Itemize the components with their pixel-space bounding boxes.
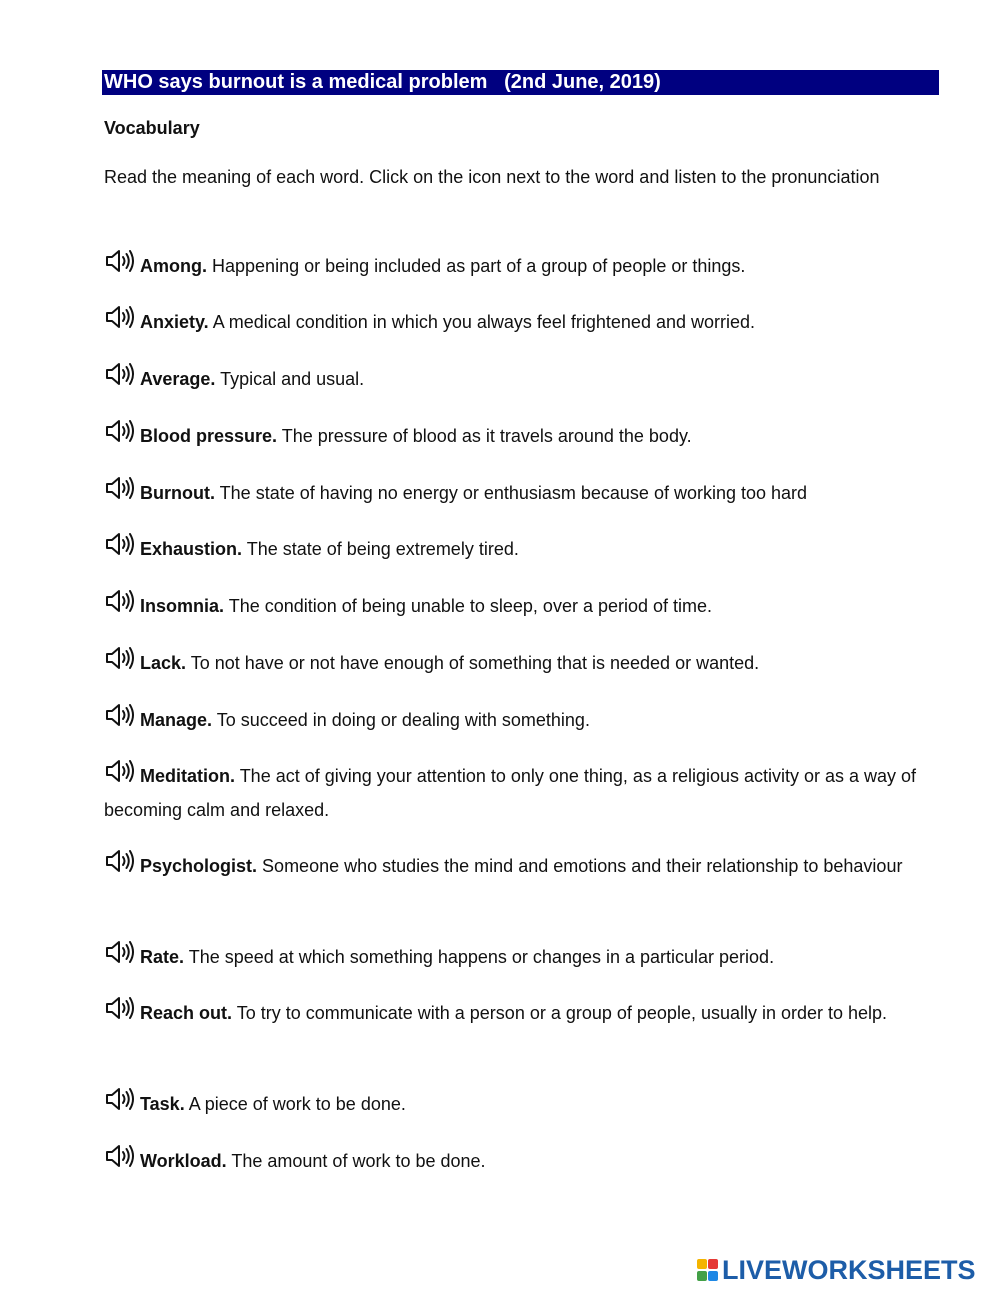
vocab-definition: To not have or not have enough of something that is needed or wanted. xyxy=(190,653,760,673)
vocab-item xyxy=(104,361,934,396)
vocab-word: Meditation. xyxy=(140,766,235,786)
speaker-volume-icon[interactable] xyxy=(104,702,136,728)
vocab-word: Workload. xyxy=(140,1151,227,1171)
vocab-word: Psychologist. xyxy=(140,856,258,876)
vocab-definition: Typical and usual. xyxy=(220,369,365,389)
vocab-word: Anxiety. xyxy=(140,312,209,332)
vocab-item xyxy=(104,418,934,453)
vocab-word: Blood pressure. xyxy=(140,426,278,446)
page-title: WHO says burnout is a medical problem (2nd June, 2019) xyxy=(102,70,939,95)
vocab-word: Burnout. xyxy=(140,483,215,503)
vocab-definition: Someone who studies the mind and emotions and their relationship to behaviour xyxy=(262,856,903,876)
speaker-volume-icon[interactable] xyxy=(104,995,136,1021)
speaker-volume-icon[interactable] xyxy=(104,304,136,330)
vocab-word: Manage. xyxy=(140,710,213,730)
speaker-volume-icon[interactable] xyxy=(104,588,136,614)
vocab-item xyxy=(104,645,934,680)
vocab-definition: A piece of work to be done. xyxy=(188,1094,406,1114)
vocab-definition: The condition of being unable to sleep, over a period of time. xyxy=(228,596,713,616)
vocab-item xyxy=(104,939,934,974)
vocab-item xyxy=(104,702,934,737)
vocab-word: Reach out. xyxy=(140,1003,233,1023)
vocab-definition: The state of being extremely tired. xyxy=(246,539,519,559)
logo-text: LIVEWORKSHEETS xyxy=(722,1255,976,1285)
vocab-item xyxy=(104,1086,934,1121)
vocab-item xyxy=(104,304,934,339)
vocab-item xyxy=(104,848,934,883)
speaker-volume-icon[interactable] xyxy=(104,939,136,965)
speaker-volume-icon[interactable] xyxy=(104,645,136,671)
logo-blocks-icon xyxy=(697,1259,719,1283)
vocab-definition: The state of having no energy or enthusiasm because of working too hard xyxy=(219,483,808,503)
vocab-word: Exhaustion. xyxy=(140,539,243,559)
speaker-volume-icon[interactable] xyxy=(104,248,136,274)
vocab-item xyxy=(104,588,934,623)
vocab-item xyxy=(104,758,934,827)
section-heading: Vocabulary xyxy=(104,118,200,138)
speaker-volume-icon[interactable] xyxy=(104,418,136,444)
speaker-volume-icon[interactable] xyxy=(104,848,136,874)
vocab-item xyxy=(104,248,934,283)
vocab-word: Among. xyxy=(140,256,207,276)
vocab-word: Insomnia. xyxy=(140,596,225,616)
vocab-word: Average. xyxy=(140,369,216,389)
vocab-word: Lack. xyxy=(140,653,187,673)
vocab-definition: A medical condition in which you always feel frightened and worried. xyxy=(212,312,756,332)
vocab-definition: The speed at which something happens or changes in a particular period. xyxy=(188,947,775,967)
speaker-volume-icon[interactable] xyxy=(104,1086,136,1112)
speaker-volume-icon[interactable] xyxy=(104,1143,136,1169)
liveworksheets-logo xyxy=(697,1255,997,1285)
vocab-item xyxy=(104,1143,934,1178)
speaker-volume-icon[interactable] xyxy=(104,361,136,387)
vocab-word: Rate. xyxy=(140,947,185,967)
vocab-item xyxy=(104,531,934,566)
vocab-definition: Happening or being included as part of a group of people or things. xyxy=(212,256,746,276)
speaker-volume-icon[interactable] xyxy=(104,531,136,557)
vocab-item xyxy=(104,995,934,1030)
vocab-definition: To try to communicate with a person or a group of people, usually in order to help. xyxy=(236,1003,888,1023)
vocab-word: Task. xyxy=(140,1094,185,1114)
vocab-definition: The amount of work to be done. xyxy=(231,1151,486,1171)
instructions-text: Read the meaning of each word. Click on the icon next to the word and listen to the pronunciation xyxy=(104,167,880,187)
vocab-definition: To succeed in doing or dealing with something. xyxy=(216,710,590,730)
vocab-item xyxy=(104,475,934,510)
speaker-volume-icon[interactable] xyxy=(104,758,136,784)
speaker-volume-icon[interactable] xyxy=(104,475,136,501)
vocab-definition: The act of giving your attention to only one thing, as a religious activity or as a way of becoming calm and relaxed. xyxy=(104,766,917,820)
vocab-definition: The pressure of blood as it travels around the body. xyxy=(281,426,692,446)
